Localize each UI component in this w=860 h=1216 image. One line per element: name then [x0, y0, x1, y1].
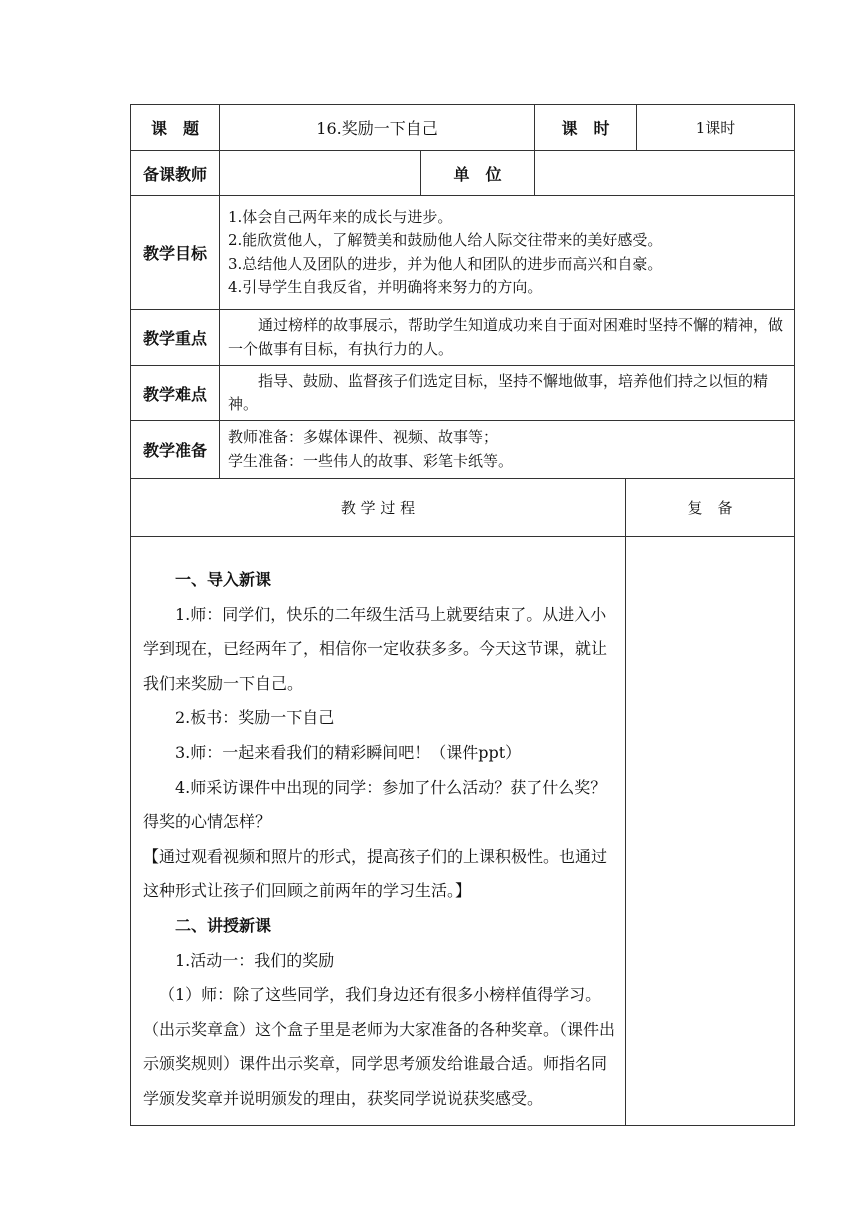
process-body: [131, 537, 626, 1126]
goals-list: [220, 196, 795, 310]
lesson-plan-table: [130, 104, 795, 1126]
preparation-student: 学生准备：一些伟人的故事、彩笔卡纸等。: [228, 451, 514, 470]
process-header: 教 学 过 程: [131, 479, 626, 537]
row-process-body: [131, 537, 795, 1126]
row-subject: [131, 105, 795, 151]
row-key-points: [131, 310, 795, 366]
process-paragraph: 4.师采访课件中出现的同学：参加了什么活动？获了什么奖？得奖的心情怎样？: [143, 777, 607, 832]
key-points-label: 教学重点: [131, 310, 220, 366]
preparation-text: [220, 421, 795, 479]
goal-item: 1.体会自己两年来的成长与进步。: [228, 207, 453, 226]
subject-label: 课 题: [131, 105, 220, 151]
preparation-teacher: 教师准备：多媒体课件、视频、故事等；: [228, 428, 499, 446]
goal-item: 3.总结他人及团队的进步，并为他人和团队的进步而高兴和自豪。: [228, 254, 663, 273]
preparation-label: 教学准备: [131, 421, 220, 479]
hours-label: 课 时: [535, 105, 637, 151]
section-1-title: 一、导入新课: [175, 570, 272, 589]
teacher-value: [220, 151, 421, 196]
key-points-text: 通过榜样的故事展示，帮助学生知道成功来自于面对困难时坚持不懈的精神，做一个做事有目标，有执行力的人。: [220, 310, 795, 366]
process-paragraph: 2.板书：奖励一下自己: [175, 708, 335, 728]
goal-item: 2.能欣赏他人，了解赞美和鼓励他人给人际交往带来的美好感受。: [228, 231, 663, 249]
goal-item: 4.引导学生自我反省，并明确将来努力的方向。: [228, 278, 543, 296]
difficulties-label: 教学难点: [131, 366, 220, 421]
unit-label: 单 位: [421, 151, 535, 196]
row-teacher: [131, 151, 795, 196]
difficulties-text: 指导、鼓励、监督孩子们选定目标，坚持不懈地做事，培养他们持之以恒的精神。: [220, 366, 795, 421]
row-difficulties: [131, 366, 795, 421]
process-note: 【通过观看视频和照片的形式，提高孩子们的上课积极性。也通过这种形式让孩子们回顾之前两年的学习生活。】: [143, 846, 608, 901]
teacher-label: 备课教师: [131, 151, 220, 196]
row-goals: [131, 196, 795, 310]
subject-value: 16.奖励一下自己: [220, 105, 535, 151]
review-header: 复 备: [626, 479, 795, 537]
process-paragraph: 3.师：一起来看我们的精彩瞬间吧！（课件ppt）: [175, 742, 522, 762]
row-preparation: [131, 421, 795, 479]
hours-value: 1课时: [637, 105, 795, 151]
unit-value: [535, 151, 795, 196]
review-body: [626, 537, 795, 1126]
process-paragraph: 1.活动一：我们的奖励: [175, 950, 335, 970]
section-2-title: 二、讲授新课: [175, 915, 272, 935]
process-paragraph: 1.师：同学们，快乐的二年级生活马上就要结束了。从进入小学到现在，已经两年了，相信你一定收获多多。今天这节课，就让我们来奖励一下自己。: [143, 604, 608, 693]
row-process-header: [131, 479, 795, 537]
goals-label: 教学目标: [131, 196, 220, 310]
process-paragraph: （1）师：除了这些同学，我们身边还有很多小榜样值得学习。（出示奖章盒）这个盒子里是老师为大家准备的各种奖章。（课件出示颁奖规则）课件出示奖章，同学思考颁发给谁最合适。师指名同学颁发奖章并说明颁发的理由，获奖同学说说获奖感受。: [143, 985, 616, 1108]
